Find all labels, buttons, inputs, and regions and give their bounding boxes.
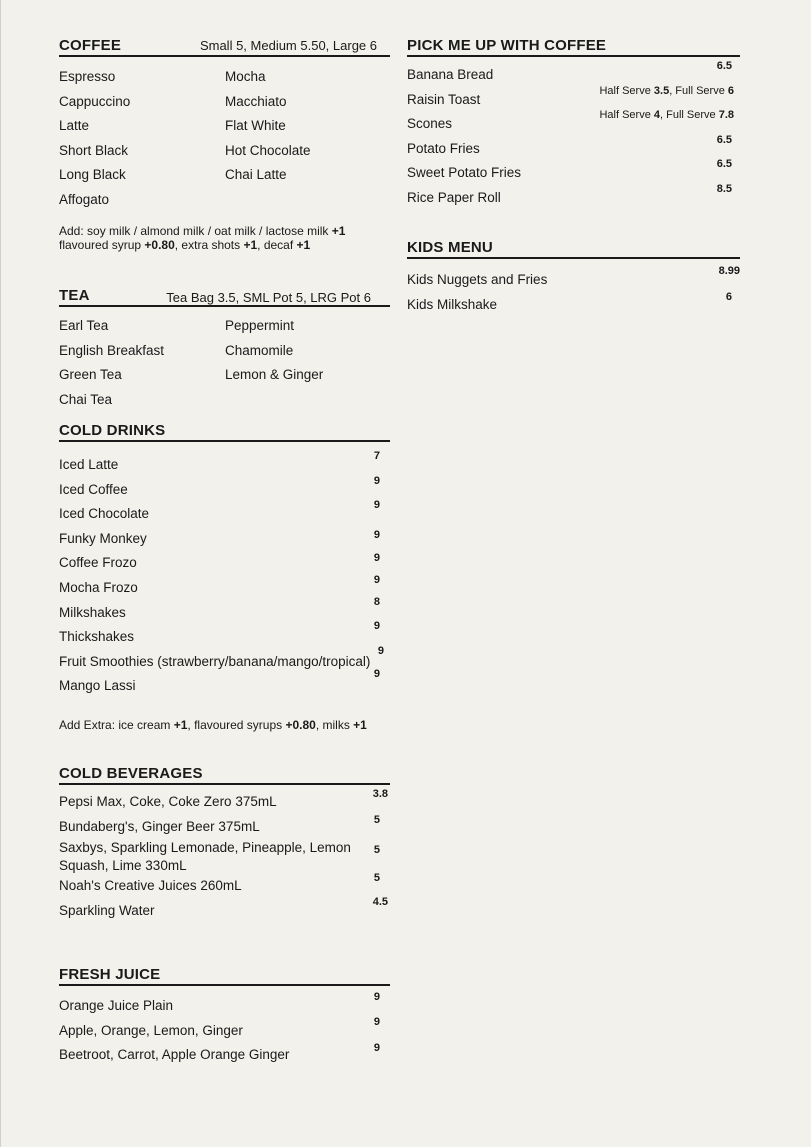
- pick-me-up-title: PICK ME UP WITH COFFEE: [407, 37, 607, 54]
- price-value: 4: [653, 109, 661, 122]
- item-name: Banana Bread: [407, 67, 494, 82]
- note-text: , flavoured syrups: [187, 718, 286, 732]
- note-text: , decaf: [257, 238, 297, 252]
- item-price: 8.99: [718, 265, 740, 277]
- tea-title: TEA: [59, 287, 90, 304]
- menu-row: [407, 133, 740, 163]
- tea-sizes: Tea Bag 3.5, SML Pot 5, LRG Pot 6: [166, 290, 371, 305]
- menu-item: Chai Latte: [225, 167, 287, 183]
- price-text: Half Serve: [599, 84, 654, 97]
- cold-drinks-section: [59, 422, 390, 700]
- item-name: Mango Lassi: [59, 678, 136, 694]
- coffee-col-1: [59, 64, 130, 212]
- item-price: 9: [373, 620, 380, 633]
- cold-beverages-header: [59, 765, 390, 785]
- item-name: [59, 839, 351, 875]
- item-price: 9: [373, 991, 380, 1003]
- fresh-juice-section: [59, 966, 390, 1069]
- note-price: +1: [353, 718, 367, 732]
- cold-beverages-title: COLD BEVERAGES: [59, 765, 203, 782]
- cold-beverages-list: [59, 788, 390, 925]
- item-price: 9: [373, 573, 380, 586]
- kids-menu-title: KIDS MENU: [407, 239, 493, 256]
- tea-section: [59, 285, 390, 413]
- item-name: Mocha Frozo: [59, 579, 138, 595]
- item-name: Raisin Toast: [407, 91, 481, 107]
- note-price: +0.80: [285, 718, 316, 732]
- fresh-juice-title: FRESH JUICE: [59, 966, 161, 983]
- menu-row: [59, 668, 390, 700]
- menu-row: [59, 816, 390, 836]
- coffee-sizes: Small 5, Medium 5.50, Large 6: [199, 38, 377, 53]
- price-text: , Full Serve: [669, 84, 728, 97]
- pick-me-up-section: [407, 37, 740, 212]
- item-name: Pepsi Max, Coke, Coke Zero 375mL: [59, 794, 277, 809]
- item-name: Iced Chocolate: [59, 506, 150, 522]
- menu-item: Flat White: [225, 118, 286, 134]
- coffee-col-2: [225, 64, 311, 187]
- item-price: 9: [373, 1042, 380, 1055]
- menu-row: [407, 265, 740, 294]
- menu-item: Espresso: [59, 69, 116, 84]
- kids-menu-section: [407, 239, 740, 318]
- note-price: +1: [173, 718, 188, 732]
- item-name-line-2: Squash, Lime 330mL: [59, 858, 187, 873]
- tea-header: [59, 285, 390, 307]
- menu-item: Macchiato: [225, 93, 287, 109]
- kids-menu-header: [407, 239, 740, 259]
- menu-item: Long Black: [59, 167, 126, 183]
- item-name: Scones: [407, 116, 453, 132]
- item-price: 9: [373, 552, 380, 565]
- item-name: Thickshakes: [59, 629, 135, 645]
- item-price: 8.5: [716, 182, 732, 195]
- item-name: Rice Paper Roll: [407, 189, 501, 205]
- menu-row: [407, 182, 740, 212]
- price-value: 7.8: [718, 109, 734, 122]
- menu-item: Green Tea: [59, 367, 122, 383]
- price-value: 3.5: [653, 84, 670, 97]
- menu-item: Peppermint: [225, 318, 295, 333]
- menu-item: Chamomile: [225, 342, 294, 358]
- item-name: Orange Juice Plain: [59, 998, 174, 1013]
- item-name: Noah's Creative Juices 260mL: [59, 878, 242, 893]
- pick-me-up-list: [407, 60, 740, 212]
- item-name: Fruit Smoothies (strawberry/banana/mango/tropical): [59, 653, 371, 669]
- menu-row: [59, 991, 390, 1020]
- cold-drinks-header: [59, 422, 390, 442]
- menu-item: Latte: [59, 118, 90, 134]
- note-price: +1: [243, 238, 258, 252]
- item-name: Sparkling Water: [59, 903, 155, 918]
- menu-item: Earl Tea: [59, 318, 109, 333]
- item-price: 9: [373, 474, 380, 487]
- item-price: 7: [373, 450, 380, 462]
- menu-row: [59, 1044, 390, 1069]
- menu-item: Affogato: [59, 191, 110, 207]
- menu-item: Lemon & Ginger: [225, 367, 324, 383]
- menu-row: [407, 290, 740, 319]
- menu-row: [59, 644, 390, 676]
- item-price: 9: [373, 528, 380, 541]
- item-price: 6: [725, 290, 732, 303]
- tea-col-2: [225, 313, 323, 387]
- item-price: 9: [373, 499, 380, 512]
- price-text: , Full Serve: [660, 109, 719, 122]
- note-price: +1: [296, 238, 311, 252]
- note-text: Add: soy milk / almond milk / oat milk / lactose milk: [59, 224, 332, 238]
- item-price: 9: [373, 1015, 380, 1028]
- item-name: Bundaberg's, Ginger Beer 375mL: [59, 819, 260, 834]
- item-price: 8: [373, 595, 380, 608]
- price-text: Half Serve: [599, 109, 654, 122]
- fresh-juice-list: [59, 991, 390, 1069]
- cold-beverages-section: [59, 765, 390, 925]
- menu-item: Chai Tea: [59, 391, 113, 407]
- menu-row: [59, 1015, 390, 1045]
- item-name: Kids Milkshake: [407, 296, 498, 312]
- item-price: [599, 109, 734, 121]
- menu-item: Short Black: [59, 142, 129, 158]
- item-name: Beetroot, Carrot, Apple Orange Ginger: [59, 1047, 290, 1063]
- item-name: Sweet Potato Fries: [407, 165, 522, 181]
- item-name: Milkshakes: [59, 604, 126, 620]
- menu-item: Mocha: [225, 69, 266, 84]
- cold-drinks-extras-note: [59, 718, 399, 732]
- menu-row: [59, 573, 390, 602]
- item-name: Coffee Frozo: [59, 555, 137, 571]
- item-name: Iced Latte: [59, 457, 119, 472]
- fresh-juice-header: [59, 966, 390, 986]
- menu-row: [59, 620, 390, 651]
- item-name: Iced Coffee: [59, 481, 128, 497]
- tea-items: [59, 313, 390, 413]
- menu-row: [407, 158, 740, 187]
- coffee-header: [59, 37, 390, 57]
- pick-me-up-header: [407, 37, 740, 57]
- menu-item: Hot Chocolate: [225, 142, 311, 158]
- item-name: Kids Nuggets and Fries: [407, 272, 548, 287]
- note-text: Add Extra: ice cream: [59, 718, 174, 732]
- price-value: 6: [727, 84, 734, 97]
- menu-item: English Breakfast: [59, 342, 165, 358]
- menu-row: [59, 595, 390, 627]
- page-edge: [0, 0, 1, 1147]
- item-price: 4.5: [372, 896, 388, 908]
- menu-row: [59, 836, 390, 875]
- item-price: 6.5: [716, 133, 732, 146]
- item-price: 5: [373, 814, 380, 826]
- item-price: 9: [373, 668, 380, 681]
- menu-row: [59, 528, 390, 553]
- coffee-items: [59, 64, 390, 214]
- menu-row: [59, 474, 390, 504]
- tea-col-1: [59, 313, 164, 411]
- note-text: , extra shots: [174, 238, 244, 252]
- item-name: Potato Fries: [407, 140, 480, 156]
- note-price: +1: [331, 224, 346, 238]
- coffee-title: COFFEE: [59, 37, 122, 54]
- item-name: Funky Monkey: [59, 530, 147, 546]
- item-price: 5: [373, 844, 380, 856]
- menu-item: Cappuccino: [59, 93, 131, 109]
- menu-row: [59, 552, 390, 577]
- menu-row: [59, 896, 390, 925]
- note-text: flavoured syrup: [59, 238, 145, 252]
- item-price: 9: [377, 644, 384, 657]
- kids-menu-list: [407, 265, 740, 318]
- item-price: 6.5: [716, 158, 732, 171]
- item-price: 6.5: [716, 60, 732, 72]
- coffee-addons-note: [59, 224, 389, 252]
- note-price: +0.80: [144, 238, 175, 252]
- item-price: [599, 85, 734, 97]
- item-price: 5: [373, 872, 380, 884]
- note-text: , milks: [315, 718, 354, 732]
- item-price: 3.8: [372, 788, 388, 800]
- menu-row: [59, 499, 390, 528]
- cold-drinks-title: COLD DRINKS: [59, 422, 166, 439]
- menu-row: [407, 109, 740, 138]
- menu-row: [59, 872, 390, 900]
- menu-row: [59, 450, 390, 479]
- item-name-line-1: Saxbys, Sparkling Lemonade, Pineapple, Lemon: [59, 840, 351, 855]
- coffee-section: [59, 37, 390, 214]
- item-name: Apple, Orange, Lemon, Ginger: [59, 1022, 243, 1038]
- cold-drinks-list: [59, 450, 390, 700]
- menu-row: [59, 788, 390, 816]
